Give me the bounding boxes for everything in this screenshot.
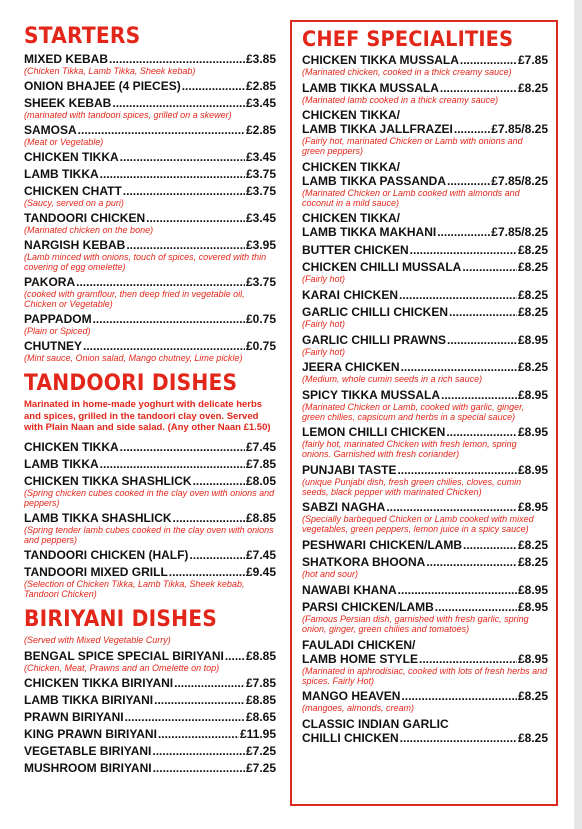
tandoori-heading: TANDOORI DISHES bbox=[24, 371, 238, 396]
menu-item bbox=[302, 108, 548, 156]
menu-item-name: GARLIC CHILLI PRAWNS bbox=[302, 332, 446, 347]
menu-item-row bbox=[302, 243, 548, 257]
menu-item-description: (Spring tender lamb cubes cooked in the clay oven with onions and peppers) bbox=[24, 524, 274, 545]
menu-item-price: £8.85 bbox=[245, 648, 276, 663]
menu-item-description: (Plain or Spiced) bbox=[24, 326, 91, 336]
menu-item-description: (unique Punjabi dish, fresh green chilies, cloves, cumin seeds, black pepper with marinated Chicken) bbox=[302, 476, 522, 497]
menu-item-row bbox=[24, 167, 276, 181]
dot-leader bbox=[83, 339, 245, 353]
menu-item-description: (cooked with gramflour, then deep fried in vegetable oil, Chicken or Vegetable) bbox=[24, 289, 245, 309]
dot-leader bbox=[401, 360, 517, 374]
menu-item-price: £8.25 bbox=[517, 555, 548, 569]
dot-leader bbox=[225, 649, 245, 663]
dot-leader bbox=[76, 275, 245, 289]
menu-item-price: £7.25 bbox=[245, 760, 276, 775]
menu-item-description: (Chicken, Meat, Prawns and an Omelette on top) bbox=[24, 662, 220, 673]
menu-item-row bbox=[24, 184, 276, 198]
menu-item bbox=[24, 565, 276, 599]
menu-item-price: £7.85/8.25 bbox=[491, 122, 548, 136]
menu-item bbox=[302, 333, 548, 357]
starters-section bbox=[24, 24, 276, 363]
dot-leader bbox=[399, 288, 517, 302]
menu-item-name: BENGAL SPICE SPECIAL BIRIYANI bbox=[24, 648, 224, 663]
menu-item-row bbox=[302, 425, 548, 439]
menu-item bbox=[24, 339, 276, 363]
left-column bbox=[24, 24, 276, 783]
menu-item-price: £8.95 bbox=[517, 500, 548, 514]
menu-item-row bbox=[302, 288, 548, 302]
dot-leader bbox=[78, 123, 245, 137]
menu-item-name: LAMB HOME STYLE bbox=[302, 651, 418, 666]
menu-item-price: £3.45 bbox=[245, 211, 276, 225]
menu-item-row bbox=[24, 52, 276, 66]
menu-item-price: £8.85 bbox=[245, 510, 276, 525]
menu-item-description: (Fairly hot, marinated Chicken or Lamb with onions and green peppers) bbox=[302, 136, 523, 156]
dot-leader bbox=[158, 727, 239, 741]
dot-leader bbox=[426, 555, 517, 569]
menu-item-description: (Selection of Chicken Tikka, Lamb Tikka, Sheek kebab, Tandoori Chicken) bbox=[24, 578, 245, 599]
menu-item-description: (Marinated Chicken or Lamb, cooked with garlic, ginger, green chilies, capsicum and herbs in a special sauce) bbox=[302, 401, 525, 422]
menu-item-description: (hot and sour) bbox=[302, 569, 359, 579]
menu-item-name: MIXED KEBAB bbox=[24, 52, 109, 66]
menu-item-description: (Marinated chicken, cooked in a thick creamy sauce) bbox=[302, 67, 512, 77]
dot-leader bbox=[386, 500, 517, 514]
menu-item-row bbox=[24, 744, 276, 758]
menu-item-price: £8.25 bbox=[517, 689, 548, 703]
menu-item-name: LEMON CHILLI CHICKEN bbox=[302, 425, 446, 439]
menu-item bbox=[302, 600, 548, 634]
dot-leader bbox=[169, 565, 245, 579]
menu-item-row bbox=[302, 463, 548, 477]
menu-item-row bbox=[302, 225, 548, 239]
menu-item-description: (Famous Persian dish, garnished with fresh garlic, spring onion, ginger, green chilies and tomatoes) bbox=[302, 614, 529, 634]
menu-item-name: CHICKEN CHATT bbox=[24, 184, 122, 198]
menu-item-row bbox=[302, 500, 548, 514]
dot-leader bbox=[109, 52, 245, 66]
starters-list bbox=[24, 52, 276, 363]
menu-item-name: TANDOORI CHICKEN bbox=[24, 211, 146, 225]
menu-item-name: LAMB TIKKA BIRIYANI bbox=[24, 692, 154, 707]
menu-item bbox=[302, 388, 548, 422]
menu-item-price: £2.85 bbox=[245, 123, 276, 137]
menu-item-row bbox=[302, 122, 548, 136]
menu-item-price: £7.45 bbox=[245, 439, 276, 454]
dot-leader bbox=[173, 511, 245, 525]
menu-item bbox=[24, 184, 276, 208]
starters-heading: STARTERS bbox=[24, 24, 141, 49]
menu-item-name: LAMB TIKKA bbox=[24, 167, 99, 181]
menu-item-name: SAMOSA bbox=[24, 123, 77, 137]
menu-item bbox=[302, 425, 548, 459]
menu-item bbox=[24, 440, 276, 454]
menu-item-price: £11.95 bbox=[239, 726, 276, 741]
menu-item-price: £8.65 bbox=[245, 709, 276, 724]
menu-item-name-line: CHICKEN TIKKA/ bbox=[302, 211, 400, 225]
menu-item-price: £8.95 bbox=[517, 462, 548, 477]
menu-item bbox=[24, 167, 276, 181]
menu-item-name: CHUTNEY bbox=[24, 339, 83, 353]
menu-item-name: MANGO HEAVEN bbox=[302, 689, 401, 703]
menu-item-name-line: CHICKEN TIKKA/ bbox=[302, 159, 400, 174]
menu-item-name: TANDOORI MIXED GRILL bbox=[24, 564, 168, 579]
menu-item-name-line: CLASSIC INDIAN GARLIC bbox=[302, 716, 449, 731]
menu-item-price: £3.75 bbox=[245, 275, 276, 289]
menu-item-name: CHICKEN TIKKA bbox=[24, 150, 119, 164]
menu-item-price: £3.45 bbox=[245, 96, 276, 110]
dot-leader bbox=[437, 225, 490, 239]
menu-item-name: LAMB TIKKA JALLFRAZEI bbox=[302, 122, 453, 136]
menu-item-row bbox=[24, 511, 276, 525]
menu-item-price: £8.95 bbox=[517, 600, 548, 614]
menu-item-price: £8.95 bbox=[517, 387, 548, 402]
menu-item bbox=[302, 500, 548, 534]
menu-item-row bbox=[24, 312, 276, 326]
menu-item bbox=[24, 312, 276, 336]
menu-item bbox=[24, 275, 276, 309]
dot-leader bbox=[125, 710, 245, 724]
menu-item-description: (Fairly hot) bbox=[302, 274, 346, 284]
menu-item-name: NARGISH KEBAB bbox=[24, 238, 126, 252]
menu-item-row bbox=[24, 123, 276, 137]
menu-item-row bbox=[302, 652, 548, 666]
dot-leader bbox=[463, 538, 517, 552]
menu-item-name: JEERA CHICKEN bbox=[302, 360, 400, 374]
menu-item-row bbox=[24, 440, 276, 454]
dot-leader bbox=[112, 96, 245, 110]
dot-leader bbox=[397, 463, 517, 477]
menu-item-name: SHEEK KEBAB bbox=[24, 96, 112, 110]
menu-item bbox=[302, 360, 548, 384]
menu-item bbox=[24, 79, 276, 93]
menu-item-description: (Spring chicken cubes cooked in the clay oven with onions and peppers) bbox=[24, 487, 275, 508]
menu-item bbox=[24, 238, 276, 272]
chef-specialities-box bbox=[290, 20, 558, 806]
menu-item bbox=[302, 305, 548, 329]
menu-item-price: £8.25 bbox=[517, 260, 548, 274]
tandoori-intro: Marinated in home-made yoghurt with delicate herbs and spices, grilled in the tandoori clay oven. Served with Plain Naan and side salad. (Any other Naan £1.50) bbox=[24, 399, 271, 433]
menu-item-price: £8.25 bbox=[517, 80, 548, 95]
menu-item-row bbox=[24, 693, 276, 707]
menu-item-price: £8.95 bbox=[517, 332, 548, 347]
menu-item bbox=[24, 457, 276, 471]
menu-item-price: £7.85 bbox=[245, 456, 276, 471]
menu-item-row bbox=[24, 474, 276, 488]
menu-item bbox=[24, 676, 276, 690]
menu-item-row bbox=[24, 649, 276, 663]
menu-item-name: PAKORA bbox=[24, 275, 76, 289]
dot-leader bbox=[126, 238, 245, 252]
menu-item-price: £7.85/8.25 bbox=[491, 225, 548, 239]
menu-item-price: £8.25 bbox=[517, 242, 548, 257]
menu-item-description: (Medium, whole cumin seeds in a rich sauce) bbox=[302, 374, 483, 384]
menu-item-price: £8.95 bbox=[517, 651, 548, 666]
dot-leader bbox=[410, 243, 517, 257]
menu-item bbox=[302, 555, 548, 579]
menu-item-row bbox=[24, 548, 276, 562]
menu-item-row bbox=[24, 761, 276, 775]
menu-item-name: PUNJABI TASTE bbox=[302, 462, 397, 477]
menu-item-row bbox=[24, 275, 276, 289]
dot-leader bbox=[400, 731, 517, 745]
dot-leader bbox=[152, 744, 245, 758]
menu-item bbox=[302, 638, 548, 686]
menu-item-description: (Chicken Tikka, Lamb Tikka, Sheek kebab) bbox=[24, 66, 196, 76]
menu-item-row bbox=[302, 81, 548, 95]
menu-item-price: £7.85 bbox=[245, 675, 276, 690]
menu-item-row bbox=[302, 174, 548, 188]
menu-item-row bbox=[24, 457, 276, 471]
menu-item bbox=[302, 160, 548, 208]
menu-item-name: GARLIC CHILLI CHICKEN bbox=[302, 305, 448, 319]
menu-item-row bbox=[24, 238, 276, 252]
menu-item-row bbox=[302, 583, 548, 597]
menu-item-description: (marinated with tandoori spices, grilled on a skewer) bbox=[24, 110, 232, 120]
menu-item bbox=[302, 211, 548, 239]
dot-leader bbox=[460, 53, 517, 67]
menu-item bbox=[24, 150, 276, 164]
menu-item-price: £3.95 bbox=[245, 238, 276, 252]
menu-item-description: (Marinated Chicken or Lamb cooked with almonds and coconut in a mild sauce) bbox=[302, 187, 520, 208]
menu-item-name: LAMB TIKKA bbox=[24, 456, 99, 471]
menu-item-row bbox=[24, 727, 276, 741]
dot-leader bbox=[153, 761, 245, 775]
dot-leader bbox=[146, 211, 245, 225]
menu-item-price: £7.85/8.25 bbox=[491, 173, 548, 188]
menu-item-row bbox=[302, 555, 548, 569]
menu-item-row bbox=[24, 150, 276, 164]
menu-item bbox=[302, 53, 548, 77]
biriyani-list bbox=[24, 649, 276, 775]
menu-item bbox=[302, 689, 548, 713]
menu-item-name: SPICY TIKKA MUSSALA bbox=[302, 387, 441, 402]
menu-item-row bbox=[24, 339, 276, 353]
menu-item-name-line: FAULADI CHICKEN/ bbox=[302, 637, 416, 652]
dot-leader bbox=[447, 174, 490, 188]
menu-item-name: SHATKORA BHOONA bbox=[302, 555, 426, 569]
menu-item-price: £8.25 bbox=[517, 287, 548, 302]
biriyani-note: (Served with Mixed Vegetable Curry) bbox=[24, 634, 171, 645]
dot-leader bbox=[447, 333, 517, 347]
biriyani-heading: BIRIYANI DISHES bbox=[24, 606, 217, 632]
menu-item-name: MUSHROOM BIRIYANI bbox=[24, 760, 152, 775]
menu-item-description: (Marinated chicken on the bone) bbox=[24, 225, 154, 235]
menu-item-row bbox=[24, 211, 276, 225]
dot-leader bbox=[454, 122, 490, 136]
menu-item-description: (Mint sauce, Onion salad, Mango chutney, Lime pickle) bbox=[24, 353, 243, 363]
menu-item-description: (Lamb minced with onions, touch of spices, covered with thin covering of egg omelette) bbox=[24, 252, 267, 272]
menu-item bbox=[302, 583, 548, 597]
dot-leader bbox=[120, 150, 245, 164]
menu-item-row bbox=[302, 305, 548, 319]
menu-item bbox=[24, 123, 276, 147]
menu-item-price: £3.75 bbox=[245, 184, 276, 198]
menu-item-price: £8.95 bbox=[517, 425, 548, 439]
menu-item-price: £8.25 bbox=[517, 305, 548, 319]
menu-item-name: PRAWN BIRIYANI bbox=[24, 709, 124, 724]
menu-item-name: PESHWARI CHICKEN/LAMB bbox=[302, 537, 463, 552]
chef-heading: CHEF SPECIALITIES bbox=[302, 27, 514, 51]
dot-leader bbox=[100, 167, 245, 181]
menu-item bbox=[24, 744, 276, 758]
menu-item-description: (Marinated lamb cooked in a thick creamy sauce) bbox=[302, 94, 499, 105]
menu-item-price: £3.85 bbox=[245, 52, 276, 66]
menu-item-name: LAMB TIKKA SHASHLICK bbox=[24, 510, 172, 525]
menu-item-price: £0.75 bbox=[245, 339, 276, 353]
menu-item-description: (Specially barbequed Chicken or Lamb cooked with mixed vegetables, green peppers, lemon juice in a spicy sauce) bbox=[302, 514, 534, 534]
menu-item-row bbox=[302, 260, 548, 274]
dot-leader bbox=[441, 388, 517, 402]
dot-leader bbox=[182, 79, 245, 93]
menu-item-name: KING PRAWN BIRIYANI bbox=[24, 726, 157, 741]
menu-item bbox=[302, 81, 548, 105]
menu-item bbox=[24, 52, 276, 76]
menu-item-name: SABZI NAGHA bbox=[302, 500, 386, 514]
tandoori-section bbox=[24, 371, 276, 599]
menu-item-description: (Saucy, served on a puri) bbox=[24, 198, 124, 208]
biriyani-section bbox=[24, 607, 276, 775]
dot-leader bbox=[440, 81, 517, 95]
menu-item-price: £7.25 bbox=[245, 743, 276, 758]
menu-item-name: LAMB TIKKA PASSANDA bbox=[302, 173, 446, 188]
menu-item-price: £8.25 bbox=[517, 537, 548, 552]
menu-item-price: £7.85 bbox=[517, 53, 548, 67]
menu-item-price: £3.45 bbox=[245, 150, 276, 164]
chef-list bbox=[302, 53, 548, 745]
dot-leader bbox=[93, 312, 245, 326]
menu-item-row bbox=[302, 53, 548, 67]
menu-item bbox=[24, 511, 276, 545]
menu-item bbox=[24, 211, 276, 235]
menu-item-name: CHICKEN TIKKA MUSSALA bbox=[302, 53, 459, 67]
menu-item-name: PARSI CHICKEN/LAMB bbox=[302, 600, 434, 614]
menu-item bbox=[24, 761, 276, 775]
menu-item-row bbox=[302, 731, 548, 745]
dot-leader bbox=[193, 474, 245, 488]
menu-item bbox=[302, 243, 548, 257]
tandoori-list bbox=[24, 440, 276, 599]
menu-item-name: CHILLI CHICKEN bbox=[302, 730, 399, 745]
dot-leader bbox=[120, 440, 245, 454]
menu-item-price: £7.45 bbox=[245, 547, 276, 562]
menu-item-price: £9.45 bbox=[245, 564, 276, 579]
menu-item-name: VEGETABLE BIRIYANI bbox=[24, 743, 152, 758]
dot-leader bbox=[189, 548, 245, 562]
menu-item-description: (Meat or Vegetable) bbox=[24, 137, 104, 147]
dot-leader bbox=[449, 305, 517, 319]
dot-leader bbox=[100, 457, 245, 471]
menu-item bbox=[24, 710, 276, 724]
menu-item-price: £3.75 bbox=[245, 167, 276, 181]
dot-leader bbox=[398, 583, 517, 597]
menu-item-price: £8.25 bbox=[517, 360, 548, 374]
menu-item-name: LAMB TIKKA MAKHANI bbox=[302, 225, 437, 239]
menu-item bbox=[302, 260, 548, 284]
menu-item-name-line: CHICKEN TIKKA/ bbox=[302, 108, 400, 122]
menu-item bbox=[24, 693, 276, 707]
menu-item-name: CHICKEN CHILLI MUSSALA bbox=[302, 260, 462, 274]
menu-item bbox=[302, 288, 548, 302]
dot-leader bbox=[174, 676, 245, 690]
menu-item-name: CHICKEN TIKKA BIRIYANI bbox=[24, 675, 174, 690]
menu-item-price: £8.25 bbox=[517, 730, 548, 745]
menu-item-name: CHICKEN TIKKA SHASHLICK bbox=[24, 473, 192, 488]
menu-item bbox=[302, 717, 548, 745]
menu-item bbox=[302, 538, 548, 552]
page-edge bbox=[574, 0, 582, 829]
menu-item-name: CHICKEN TIKKA bbox=[24, 439, 119, 454]
dot-leader bbox=[154, 693, 245, 707]
menu-item-description: (Fairly hot) bbox=[302, 319, 346, 329]
menu-item-price: £0.75 bbox=[245, 312, 276, 326]
menu-item-row bbox=[302, 538, 548, 552]
menu-item bbox=[24, 649, 276, 673]
menu-item-description: (mangoes, almonds, cream) bbox=[302, 703, 415, 713]
menu-item-row bbox=[302, 388, 548, 402]
menu-item-row bbox=[302, 360, 548, 374]
dot-leader bbox=[123, 184, 245, 198]
menu-item-price: £8.95 bbox=[517, 582, 548, 597]
menu-item-name: LAMB TIKKA MUSSALA bbox=[302, 80, 439, 95]
dot-leader bbox=[435, 600, 517, 614]
menu-item-name: NAWABI KHANA bbox=[302, 582, 397, 597]
menu-item bbox=[24, 96, 276, 120]
dot-leader bbox=[419, 652, 517, 666]
menu-item-row bbox=[302, 600, 548, 614]
menu-item bbox=[24, 727, 276, 741]
menu-item-row bbox=[24, 710, 276, 724]
menu-item-row bbox=[24, 79, 276, 93]
menu-item-name: PAPPADOM bbox=[24, 312, 92, 326]
menu-item-name: ONION BHAJEE (4 PIECES) bbox=[24, 79, 181, 93]
menu-item-name: BUTTER CHICKEN bbox=[302, 242, 409, 257]
menu-item-name: KARAI CHICKEN bbox=[302, 287, 398, 302]
menu-item bbox=[24, 474, 276, 508]
menu-item-description: (fairly hot, marinated Chicken with fresh lemon, spring onions. Garnished with fresh coriander) bbox=[302, 439, 517, 459]
menu-item-row bbox=[24, 96, 276, 110]
menu-item-description: (Fairly hot) bbox=[302, 346, 346, 357]
menu-item-price: £8.85 bbox=[245, 692, 276, 707]
menu-item bbox=[302, 463, 548, 497]
dot-leader bbox=[401, 689, 517, 703]
menu-item bbox=[24, 548, 276, 562]
menu-item-row bbox=[302, 689, 548, 703]
menu-item-row bbox=[302, 333, 548, 347]
menu-item-row bbox=[24, 676, 276, 690]
dot-leader bbox=[446, 425, 517, 439]
menu-item-price: £8.05 bbox=[245, 473, 276, 488]
menu-item-description: (Marinated in aphrodisiac, cooked with lots of fresh herbs and spices. Fairly Hot) bbox=[302, 665, 548, 686]
menu-item-price: £2.85 bbox=[245, 79, 276, 93]
menu-item-name: TANDOORI CHICKEN (HALF) bbox=[24, 547, 189, 562]
menu-item-row bbox=[24, 565, 276, 579]
dot-leader bbox=[462, 260, 517, 274]
